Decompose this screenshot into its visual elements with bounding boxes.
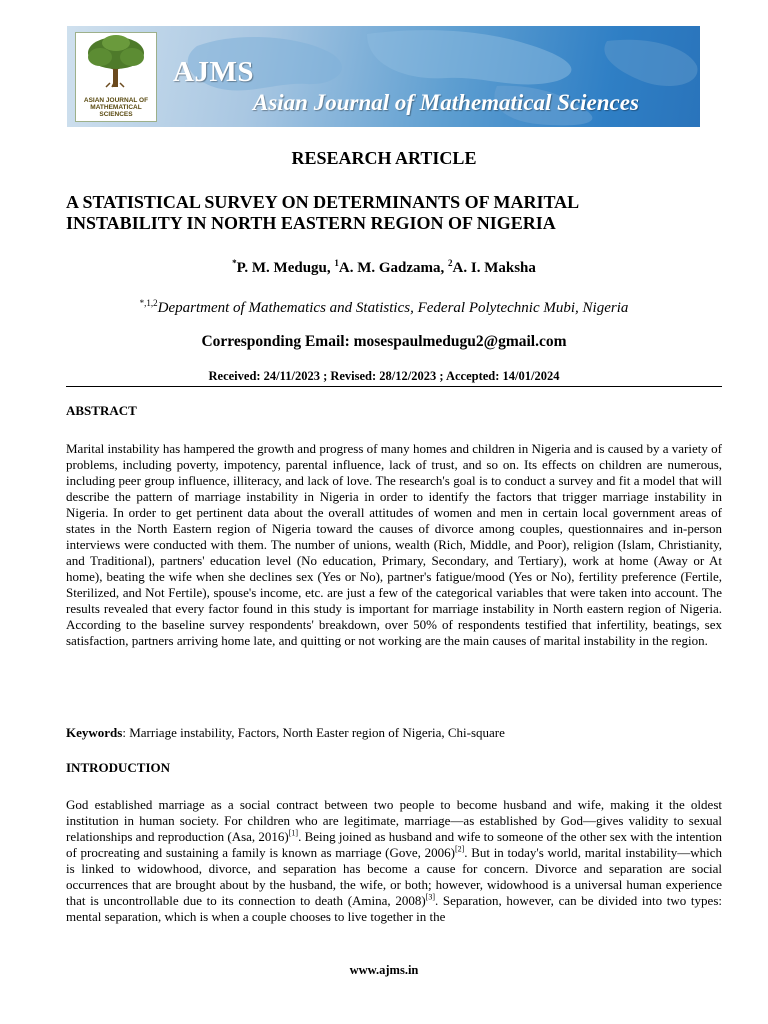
affiliation: $^{*,1,2}$Department of Mathematics and Statistics, Federal Polytechnic Mubi, Nigeria [139,298,629,316]
abstract-heading: ABSTRACT [66,403,137,418]
abstract-text: Marital instability has hampered the growth and progress of many homes and children in Nigeria and is caused by a variety of problems, including poverty, impotency, parental influence, lack of trust, and so on. Its effects on children are numerous, including peer group influence, illiteracy, and lack of love. The research's goal is to conduct a survey and fit a model that will describe the pattern of marriage instability in Nigeria in order to identify the factors that trigger marriage instability in Nigeria. In order to get pertinent data about the overall attitudes of women and men in certain local government areas of states in the North Eastern region of Nigeria toward the causes of divorce among couples, questionnaires and in-person interviews were conducted with them. The number of unions, wealth (Rich, Middle, and Poor), religion (Islam, Christianity, and Traditional), partners' education level (No education, Primary, Secondary, and Tertiary), work at home (Away or At home), beating the wife when she declines sex (Yes or No), partner's fatigue/mood (Yes or No), fertility preference (Fertile, Sterilized, and Not Fertile), spouse's income, etc. are just a few of the categorical variables that were taken into account. The results revealed that every factor found in this study is important for marriage instability in North eastern region of Nigeria. According to the baseline survey respondents' breakdown, over 50% of respondents testified that infertility, beatings, sex satisfaction, partners arriving home late, and quitting or not working are the main causes of marital instability in the region. [66,441,722,648]
submission-dates: Received: 24/11/2023 ; Revised: 28/12/2023 ; Accepted: 14/01/2024 [208,369,560,383]
introduction-text: God established marriage as a social contract between two people to become husband and wife, making it the oldest institution in human society. For children who are legitimate, marriage—as established by God—gives validity to sexual relationships and reproduction (Asa, 2016)[1]. Being joined as husband and wife to someone of the other sex with the intention of procreating and sustaining a family is known as marriage (Gove, 2006)[2]. But in today's world, marital instability—which is linked to widowhood, divorce, and separation has become a cause for concern. Divorce and separation are social occurrences that are brought about by the husband, the wife, or both; however, widowhood is a universal human experience that is uncontrollable due to its connection to death (Amina, 2008)[3]. Separation, however, can be divided into two types: mental separation, which is when a couple chooses to live together in the [66,797,723,924]
journal-full-name: Asian Journal of Mathematical Sciences [253,90,639,115]
journal-banner [67,26,700,127]
author-list: *P. M. Medugu, $^1$A. M. Gadzama, $^2$A. I. Maksha [232,258,536,276]
article-type: RESEARCH ARTICLE [291,148,477,168]
footer-website[interactable]: www.ajms.in [349,963,419,977]
tree-icon [76,33,156,91]
logo-caption: ASIAN JOURNAL OF MATHEMATICAL SCIENCES [83,97,149,118]
citation-1[interactable]: [1] [288,828,299,838]
journal-short-name: AJMS [173,56,254,88]
citation-3[interactable]: [3] [425,892,435,902]
introduction-heading: INTRODUCTION [66,760,171,775]
paper-title: A STATISTICAL SURVEY ON DETERMINANTS OF MARITAL INSTABILITY IN NORTH EASTERN REGION OF NIGERIA [66,192,580,233]
citation-2[interactable]: [2] [454,844,465,854]
header-divider [66,386,722,387]
journal-logo [75,32,157,122]
corresponding-email[interactable]: Corresponding Email: mosespaulmedugu2@gmail.com [201,333,567,350]
keywords: Keywords: Marriage instability, Factors, North Easter region of Nigeria, Chi-square [66,725,505,740]
